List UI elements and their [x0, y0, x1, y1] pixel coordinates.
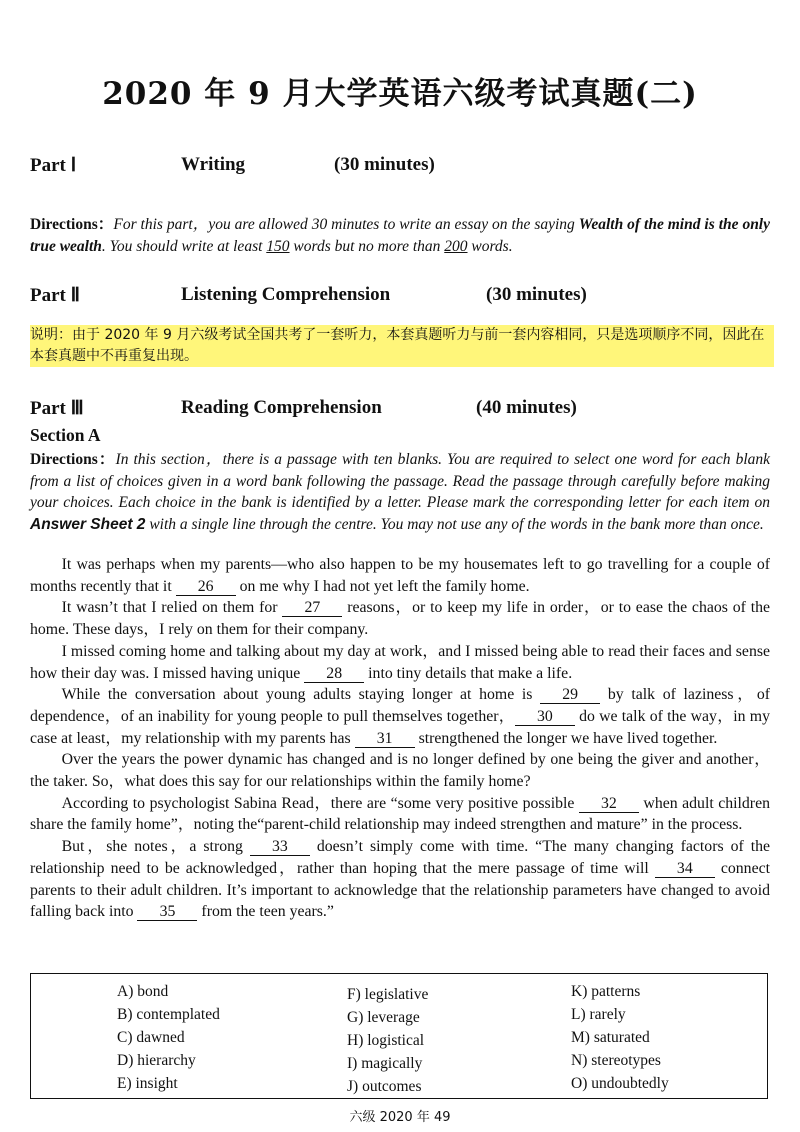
- reading-passage: [30, 554, 770, 923]
- passage-paragraph: Over the years the power dynamic has changed and is no longer defined by one being the giver and another，the taker. So，what does this say for our relationships within the family home?: [30, 751, 770, 791]
- blank-26: 26: [176, 578, 236, 596]
- word-option: F) legislative: [347, 986, 429, 1003]
- part1-topic: Writing: [181, 154, 246, 175]
- blank-29: 29: [540, 686, 600, 704]
- word-option: N) stereotypes: [571, 1052, 661, 1069]
- passage-paragraph: While the conversation about young adults staying longer at home is 29 by talk of laziness，of dependence，of an inability for young people to pull themselves together， 30 do we talk of the way，in my case at least，my relationship with my parents has 31 strengthened the longer we have lived together.: [30, 686, 770, 747]
- word-option: B) contemplated: [117, 1006, 220, 1023]
- word-bank-column: [347, 983, 428, 1098]
- word-option: L) rarely: [571, 1006, 626, 1023]
- directions-text: words but no more than: [289, 237, 445, 255]
- part2-time: (30 minutes): [486, 284, 587, 305]
- passage-paragraph: I missed coming home and talking about my day at work，and I missed being able to read their faces and sense how their day was. I missed having unique 28 into tiny details that make a life.: [30, 642, 770, 682]
- blank-33: 33: [250, 838, 310, 856]
- part1-time: (30 minutes): [334, 154, 435, 175]
- max-words: 200: [444, 237, 468, 255]
- word-option: J) outcomes: [347, 1078, 422, 1095]
- page-footer: 六级 2020 年 49: [349, 1110, 451, 1125]
- part3-heading: [30, 397, 770, 423]
- directions-label: Directions：: [30, 216, 114, 233]
- answer-sheet-ref: Answer Sheet 2: [30, 515, 146, 533]
- word-option: H) logistical: [347, 1032, 425, 1049]
- directions-text: words.: [467, 237, 513, 255]
- blank-35: 35: [137, 903, 197, 921]
- word-option: M) saturated: [571, 1029, 650, 1046]
- word-option: K) patterns: [571, 983, 641, 1000]
- blank-27: 27: [282, 599, 342, 617]
- passage-paragraph: It was perhaps when my parents—who also happen to be my housemates left to go travelling for a couple of months recently that it 26 on me why I had not yet left the family home.: [30, 556, 770, 595]
- word-option: E) insight: [117, 1075, 178, 1092]
- passage-paragraph: According to psychologist Sabina Read，there are “some very positive possible 32 when adult children share the family home”，noting the“parent-child relationship may indeed strengthen and mature” in the process.: [30, 794, 770, 834]
- blank-31: 31: [355, 730, 415, 748]
- passage-paragraph: But，she notes，a strong 33 doesn’t simply come with time. “The many changing factors of the relationship need to be acknowledged，rather than hoping that the mere passage of time will 34 connect parents to their adult children. It’s important to acknowledge that the relationship parameters have changed to avoid falling back into 35 from the teen years.”: [30, 838, 770, 921]
- part3-label: Part Ⅲ: [30, 398, 84, 419]
- listening-note: 说明：由于 2020 年 9 月六级考试全国共考了一套听力，本套真题听力与前一套内容相同，只是选项顺序不同，因此在本套真题中不再重复出现。: [30, 325, 774, 367]
- section-heading: Section A: [30, 425, 101, 445]
- directions-text: For this part，you are allowed 30 minutes to write an essay on the saying: [113, 216, 579, 233]
- word-option: D) hierarchy: [117, 1052, 196, 1069]
- blank-32: 32: [579, 795, 639, 813]
- part1-heading: [30, 154, 770, 180]
- part1-label: Part Ⅰ: [30, 155, 77, 176]
- directions-text: . You should write at least: [101, 237, 267, 255]
- essay-saying: Wealth of the mind is the only true wealth: [30, 216, 770, 255]
- word-bank: [30, 973, 768, 1099]
- part3-time: (40 minutes): [476, 397, 577, 418]
- part2-heading: [30, 284, 770, 310]
- page-title: 2020 年 9 月大学英语六级考试真题(二): [102, 76, 698, 112]
- word-option: I) magically: [347, 1055, 423, 1072]
- word-option: O) undoubtedly: [571, 1075, 669, 1092]
- directions-label: Directions：: [30, 451, 116, 468]
- part2-label: Part Ⅱ: [30, 285, 80, 306]
- word-option: C) dawned: [117, 1029, 185, 1046]
- word-option: G) leverage: [347, 1009, 420, 1026]
- word-option: A) bond: [117, 983, 169, 1000]
- word-bank-column: [117, 980, 220, 1095]
- word-bank-column: [571, 980, 669, 1095]
- blank-30: 30: [515, 708, 575, 726]
- part1-directions: [30, 214, 770, 257]
- part2-topic: Listening Comprehension: [181, 284, 391, 305]
- blank-28: 28: [304, 665, 364, 683]
- part3-topic: Reading Comprehension: [181, 397, 382, 418]
- directions-text: with a single line through the centre. You may not use any of the words in the bank more than once.: [145, 515, 764, 533]
- min-words: 150: [266, 237, 290, 255]
- part3-directions: [30, 449, 770, 535]
- directions-text: In this section，there is a passage with ten blanks. You are required to select one word for each blank from a list of choices given in a word bank following the passage. Read the passage through carefully before making your choices. Each choice in the bank is identified by a letter. Please mark the corresponding letter for each item on: [30, 451, 771, 512]
- blank-34: 34: [655, 860, 715, 878]
- passage-paragraph: It wasn’t that I relied on them for 27 reasons，or to keep my life in order，or to ease the chaos of the home. These days，I rely on them for their company.: [30, 599, 770, 639]
